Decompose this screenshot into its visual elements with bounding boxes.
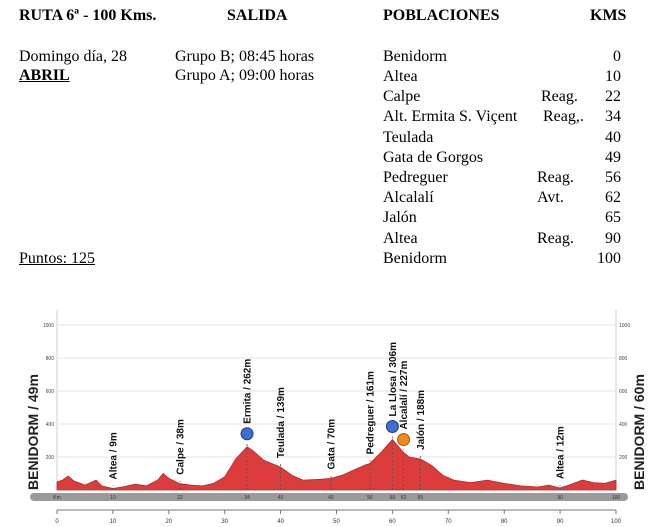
waypoint-label: Jalón / 188m	[415, 389, 427, 450]
month-label: ABRIL	[19, 67, 70, 84]
x-tick-label: 40	[277, 519, 284, 525]
x-tick-label: 60	[389, 519, 396, 525]
town-km: 90	[605, 230, 621, 247]
y-tick-label-right: 200	[619, 455, 628, 461]
town-km: 10	[605, 68, 621, 85]
y-tick-label: 1000	[42, 323, 54, 329]
date-line: Domingo día, 28	[19, 48, 127, 65]
waypoint-label: Alcalalí / 227m	[399, 360, 411, 430]
elevation-profile-chart	[0, 290, 658, 527]
town-note: Reag.	[541, 88, 578, 105]
start-side-label: BENIDORM / 49m	[25, 374, 41, 490]
points-label: Puntos: 125	[19, 250, 96, 267]
group-a-time: Grupo A; 09:00 horas	[175, 67, 315, 84]
waypoint-label: Ermita / 262m	[242, 358, 254, 424]
town-name: Alcalalí	[383, 189, 434, 206]
end-side-label: BENIDORM / 60m	[631, 374, 647, 490]
y-tick-label-right: 400	[619, 422, 628, 428]
town-note: Reag,.	[543, 108, 584, 125]
town-name: Calpe	[383, 88, 421, 105]
x-tick-label: 20	[165, 519, 173, 525]
climb-badge-icon	[386, 421, 398, 433]
group-b-time: Grupo B; 08:45 horas	[175, 48, 315, 65]
town-km: 49	[605, 149, 621, 166]
town-note: Reag.	[537, 230, 574, 247]
town-note: Avt.	[537, 189, 564, 206]
y-tick-label-right: 800	[619, 356, 628, 362]
km-strip-label: 10	[110, 495, 116, 501]
x-tick-label: 80	[500, 519, 508, 525]
x-tick-label: 50	[333, 519, 340, 525]
km-strip-label: 100	[611, 495, 621, 501]
waypoint-label: Gata / 70m	[326, 418, 338, 470]
town-name: Benidorm	[383, 250, 447, 267]
km-strip-label: 65	[417, 495, 424, 501]
waypoint-label: Calpe / 38m	[175, 419, 187, 475]
town-name: Jalón	[383, 209, 417, 226]
climb-badge-icon	[241, 428, 253, 440]
x-tick-label: 10	[109, 519, 117, 525]
town-name: Altea	[383, 230, 418, 247]
town-km: 62	[605, 189, 621, 206]
waypoint-label: Pedreguer / 161m	[365, 371, 377, 455]
km-strip-label: 40	[277, 495, 284, 501]
km-strip-label: Km	[53, 495, 61, 501]
y-tick-label: 600	[45, 389, 54, 395]
waypoint-label: Teulada / 139m	[276, 387, 288, 459]
x-tick-label: 70	[444, 519, 452, 525]
town-km: 100	[597, 250, 621, 267]
town-km: 22	[605, 88, 621, 105]
km-strip-label: 56	[367, 495, 373, 501]
town-km: 0	[613, 48, 621, 65]
y-tick-label: 800	[45, 356, 54, 362]
y-tick-label: 400	[45, 422, 54, 428]
km-strip-label: 22	[177, 495, 183, 501]
km-strip-label: 62	[400, 495, 407, 501]
y-tick-label-right: 1000	[619, 323, 631, 329]
km-strip-label: 60	[389, 495, 396, 501]
km-strip-label: 49	[328, 495, 334, 501]
km-strip-label: 90	[557, 495, 563, 501]
y-tick-label: 200	[45, 455, 54, 461]
town-name: Altea	[383, 68, 418, 85]
poblaciones-heading: POBLACIONES	[383, 7, 500, 24]
annotation-layer	[25, 342, 647, 490]
sprint-badge-icon	[398, 434, 410, 446]
y-tick-label-right: 600	[619, 389, 628, 395]
x-tick-label: 30	[221, 519, 229, 525]
town-note: Reag.	[537, 169, 574, 186]
x-tick-label: 0	[55, 519, 59, 525]
salida-heading: SALIDA	[227, 7, 288, 24]
km-strip-label: 34	[244, 495, 250, 501]
town-name: Benidorm	[383, 48, 447, 65]
x-tick-label: 90	[556, 519, 564, 525]
town-name: Alt. Ermita S. Viçent	[383, 108, 518, 125]
waypoint-label: Altea / 9m	[108, 432, 120, 480]
town-name: Pedreguer	[383, 169, 448, 186]
waypoint-label: La Llosa / 306m	[387, 342, 399, 417]
town-km: 40	[605, 129, 621, 146]
town-name: Gata de Gorgos	[383, 149, 484, 166]
town-km: 34	[605, 108, 621, 125]
kms-heading: KMS	[590, 7, 627, 24]
town-name: Teulada	[383, 129, 434, 146]
town-km: 56	[605, 169, 621, 186]
x-tick-label: 100	[610, 519, 622, 525]
waypoint-label: Altea / 12m	[555, 426, 567, 480]
town-km: 65	[605, 209, 621, 226]
route-title: RUTA 6ª - 100 Kms.	[19, 7, 157, 24]
